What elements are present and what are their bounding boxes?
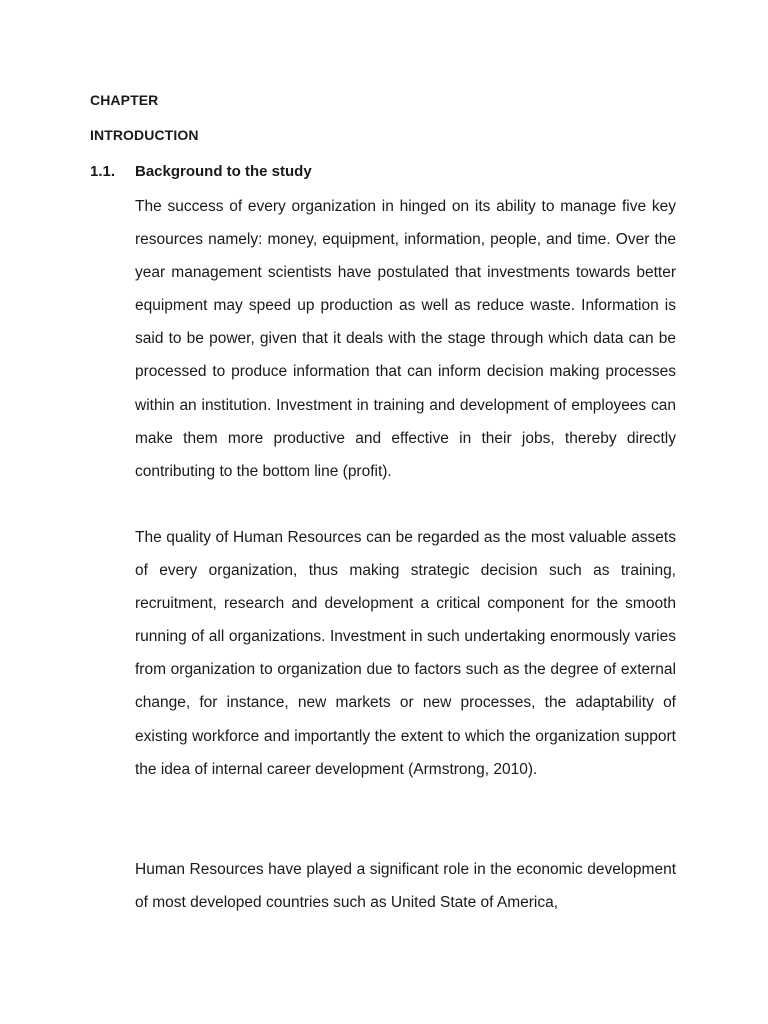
section-number: 1.1. xyxy=(90,163,116,180)
paragraph: Human Resources have played a significant role in the economic development of most developed countries such as United State of America, xyxy=(135,861,676,912)
chapter-title: INTRODUCTION xyxy=(90,127,199,143)
paragraph: The quality of Human Resources can be regarded as the most valuable assets of every organization, thus making strategic decision such as training, recruitment, research and development a critical component for the smooth running of all organizations. Investment in such undertaking enormously varies from organization to organization due to factors such as the degree of external change, for instance, new markets or new processes, the adaptability of existing workforce and importantly the extent to which the organization support the idea of internal career development (Armstrong, 2010). xyxy=(135,529,676,778)
chapter-label: CHAPTER xyxy=(90,92,159,108)
paragraph: The success of every organization in hinged on its ability to manage five key resources namely: money, equipment, information, people, and time. Over the year management scientists have postulated that investments towards better equipment may speed up production as well as reduce waste. Information is said to be power, given that it deals with the stage through which data can be processed to produce information that can inform decision making processes within an institution. Investment in training and development of employees can make them more productive and effective in their jobs, thereby directly contributing to the bottom line (profit). xyxy=(135,198,676,480)
section-heading xyxy=(90,163,312,180)
section-title: Background to the study xyxy=(135,163,312,180)
